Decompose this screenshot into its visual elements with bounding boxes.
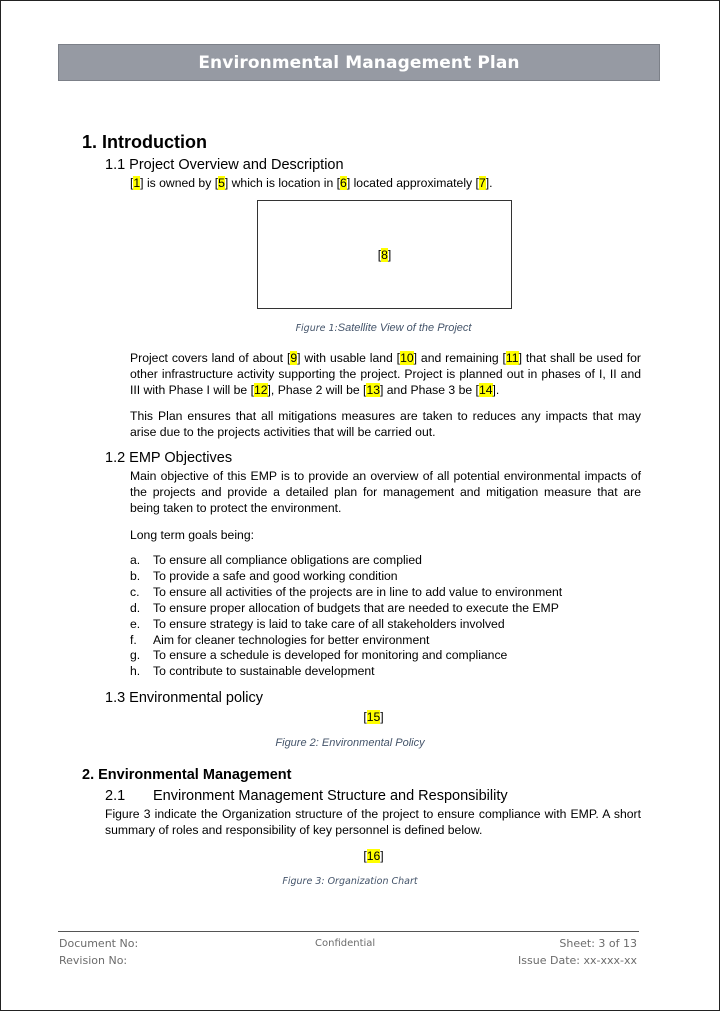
subsection-1-3-heading: 1.3 Environmental policy: [105, 690, 263, 706]
section-2-heading: 2. Environmental Management: [82, 767, 292, 783]
placeholder-10: 10: [400, 351, 414, 365]
placeholder-1: 1: [133, 176, 141, 190]
project-overview-text: [1] is owned by [5] which is location in [6] located approximately [7].: [130, 176, 493, 190]
placeholder-15: 15: [366, 710, 381, 724]
subsection-1-2-heading: 1.2 EMP Objectives: [105, 450, 233, 466]
document-title: Environmental Management Plan: [198, 52, 520, 73]
placeholder-7: 7: [478, 176, 486, 190]
list-item: b. To provide a safe and good working condition: [130, 568, 398, 583]
footer-confidential: Confidential: [315, 938, 376, 949]
placeholder-16: 16: [366, 849, 381, 863]
footer-document-no: Document No:: [59, 937, 139, 950]
satellite-view-figure: [ 8 ]: [257, 200, 512, 309]
subsection-2-1-number: 2.1: [105, 788, 126, 804]
placeholder-5: 5: [218, 176, 225, 190]
list-item: e. To ensure strategy is laid to take care of all stakeholders involved: [130, 616, 505, 631]
list-item: a. To ensure all compliance obligations are complied: [130, 553, 422, 567]
emp-objectives-paragraph: Main objective of this EMP is to provide an overview of all potential environmental impacts of the projects and provide a detailed plan for management and mitigation measure that are being taken to protect the environment.: [130, 469, 641, 515]
footer-revision-no: Revision No:: [59, 954, 128, 967]
organization-chart-placeholder: [16]: [363, 849, 384, 863]
document-title-bar: [58, 44, 660, 81]
placeholder-8: 8: [381, 247, 388, 262]
figure-1-caption: Figure 1:Satellite View of the Project: [295, 322, 472, 334]
figure-2-caption: Figure 2: Environmental Policy: [275, 737, 425, 749]
mitigation-paragraph: This Plan ensures that all mitigations measures are taken to reduces any impacts that may arise due to the projects activities that will be carried out.: [130, 409, 641, 439]
list-item: h. To contribute to sustainable development: [130, 664, 375, 679]
list-item: d. To ensure proper allocation of budgets that are needed to execute the EMP: [130, 600, 559, 615]
list-item: f. Aim for cleaner technologies for better environment: [130, 632, 430, 647]
footer-sheet-number: Sheet: 3 of 13: [559, 937, 637, 950]
placeholder-11: 11: [505, 351, 519, 365]
footer-divider: [58, 931, 639, 932]
environmental-policy-placeholder: [15]: [363, 710, 384, 724]
list-item: g. To ensure a schedule is developed for monitoring and compliance: [130, 648, 508, 663]
list-item: c. To ensure all activities of the projects are in line to add value to environment: [130, 584, 563, 599]
placeholder-14: 14: [478, 383, 493, 397]
figure-3-caption: Figure 3: Organization Chart: [282, 876, 418, 887]
long-term-goals-label: Long term goals being:: [130, 528, 254, 542]
section-1-heading: 1. Introduction: [82, 132, 207, 152]
long-term-goals-list: [130, 553, 630, 680]
org-structure-paragraph: Figure 3 indicate the Organization structure of the project to ensure compliance with EMP. A short summary of roles and responsibility of key personnel is defined below.: [105, 807, 641, 837]
footer-issue-date: Issue Date: xx-xxx-xx: [518, 954, 637, 967]
placeholder-9: 9: [290, 351, 298, 365]
placeholder-12: 12: [253, 383, 268, 397]
placeholder-13: 13: [366, 383, 380, 397]
placeholder-6: 6: [340, 176, 347, 190]
subsection-1-1-heading: 1.1 Project Overview and Description: [105, 157, 344, 173]
subsection-2-1-title: Environment Management Structure and Responsibility: [153, 788, 508, 804]
project-land-paragraph: Project covers land of about [9] with usable land [10] and remaining [11] that shall be used for other infrastructure activity supporting the project. Project is planned out in phases of I, II and III with Phase I will be [12], Phase 2 will be [13] and Phase 3 be [14].: [130, 351, 641, 397]
